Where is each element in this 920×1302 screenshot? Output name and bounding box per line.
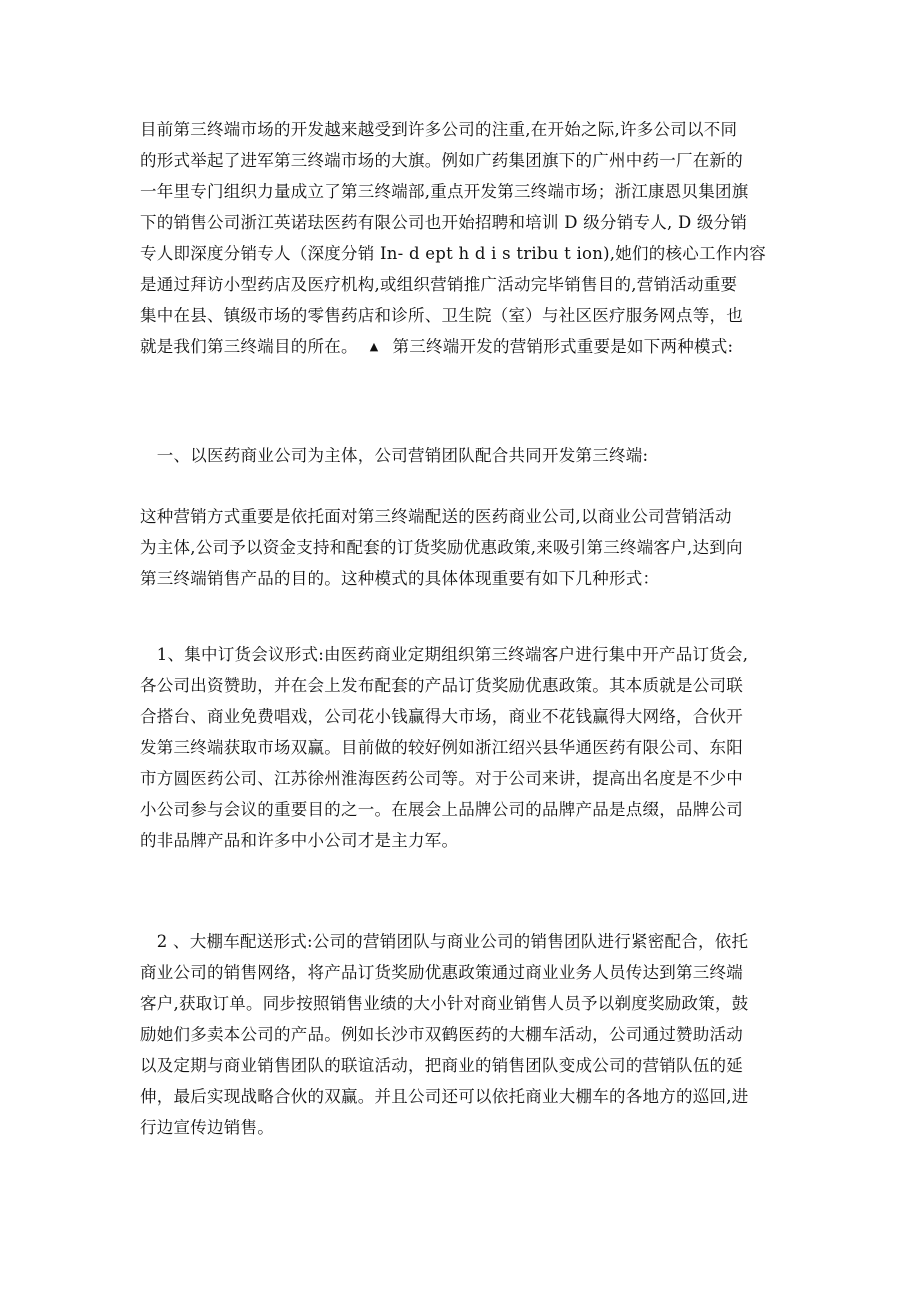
- text-line: 以及定期与商业销售团队的联谊活动，把商业的销售团队变成公司的营销队伍的延: [140, 1056, 743, 1075]
- triangle-mark-icon: ▲: [369, 340, 379, 353]
- text-line-last: [140, 331, 790, 362]
- text-line: 客户,获取订单。同步按照销售业绩的大小针对商业销售人员予以剃度奖励政策，鼓: [140, 994, 749, 1013]
- heading-mode-one: [140, 440, 790, 471]
- paragraph-intro: [140, 114, 790, 362]
- text-line: 伸，最后实现战略合伙的双赢。并且公司还可以依托商业大棚车的各地方的巡回,进: [140, 1087, 749, 1106]
- text-line: 发第三终端获取市场双赢。目前做的较好例如浙江绍兴县华通医药有限公司、东阳: [140, 738, 743, 757]
- paragraph-form-one: [140, 639, 790, 856]
- text-line: 商业公司的销售网络，将产品订货奖励优惠政策通过商业业务人员传达到第三终端: [140, 963, 743, 982]
- text-line: 小公司参与会议的重要目的之一。在展会上品牌公司的品牌产品是点缀，品牌公司: [140, 800, 743, 819]
- text-line: 励她们多卖本公司的产品。例如长沙市双鹤医药的大棚车活动，公司通过赞助活动: [140, 1025, 743, 1044]
- text-line: 一年里专门组织力量成立了第三终端部,重点开发第三终端市场；浙江康恩贝集团旗: [140, 182, 749, 201]
- text-line: 目前第三终端市场的开发越来越受到许多公司的注重,在开始之际,许多公司以不同: [140, 120, 738, 139]
- paragraph-mode-one-description: [140, 501, 790, 594]
- text-line: 市方圆医药公司、江苏徐州淮海医药公司等。对于公司来讲，提高出名度是不少中: [140, 769, 743, 788]
- text-line: 是通过拜访小型药店及医疗机构,或组织营销推广活动完毕销售目的,营销活动重要: [140, 275, 738, 294]
- text-line: 集中在县、镇级市场的零售药店和诊所、卫生院（室）与社区医疗服务网点等，也: [140, 306, 743, 325]
- text-line: 专人即深度分销专人（深度分销 In- d ept h d i s tribu t ion),她们的核心工作内容: [140, 244, 767, 263]
- text-line: 为主体,公司予以资金支持和配套的订货奖励优惠政策,来吸引第三终端客户,达到向: [140, 538, 743, 557]
- text-line: 这种营销方式重要是依托面对第三终端配送的医药商业公司,以商业公司营销活动: [140, 507, 732, 526]
- text-line: 行边宣传边销售。: [140, 1118, 274, 1137]
- paragraph-form-two: [140, 926, 790, 1143]
- text-segment: 第三终端开发的营销形式重要是如下两种模式:: [392, 337, 734, 356]
- text-line: 合搭台、商业免费唱戏，公司花小钱赢得大市场，商业不花钱赢得大网络，合伙开: [140, 707, 743, 726]
- text-segment: 就是我们第三终端目的所在。: [140, 337, 358, 356]
- text-line: 一、以医药商业公司为主体，公司营销团队配合共同开发第三终端:: [140, 446, 649, 465]
- text-line: 第三终端销售产品的目的。这种模式的具体体现重要有如下几种形式：: [140, 569, 660, 588]
- text-line: 的非品牌产品和许多中小公司才是主力军。: [140, 831, 459, 850]
- text-line: 各公司出资赞助，并在会上发布配套的产品订货奖励优惠政策。其本质就是公司联: [140, 676, 743, 695]
- text-line: 下的销售公司浙江英诺珐医药有限公司也开始招聘和培训 D 级分销专人, D 级分销: [140, 213, 748, 232]
- text-line: 2 、大棚车配送形式:公司的营销团队与商业公司的销售团队进行紧密配合，依托: [140, 932, 749, 951]
- text-line: 1、集中订货会议形式:由医药商业定期组织第三终端客户进行集中开产品订货会,: [140, 645, 749, 664]
- text-line: 的形式举起了进军第三终端市场的大旗。例如广药集团旗下的广州中药一厂在新的: [140, 151, 743, 170]
